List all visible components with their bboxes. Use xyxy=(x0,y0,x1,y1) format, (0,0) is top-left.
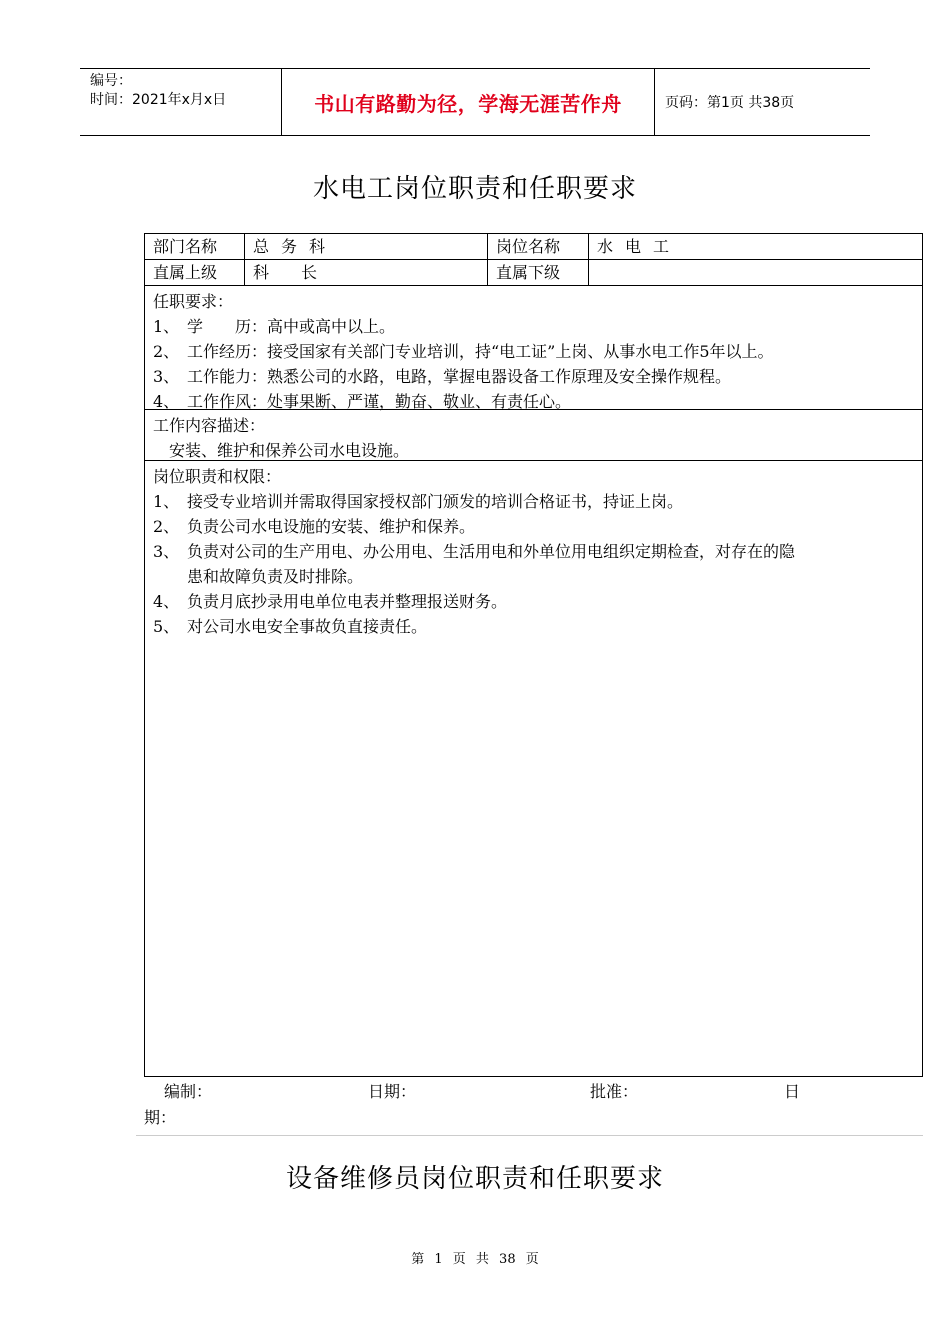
item-text: 工作作风：处事果断、严谨，勤奋、敬业、有责任心。 xyxy=(187,392,572,411)
duty-item xyxy=(153,589,922,614)
duty-item-continuation: 患和故障负责及时排除。 xyxy=(187,567,364,586)
subordinate-label: 直属下级 xyxy=(488,260,589,285)
item-number: 4、 xyxy=(153,592,180,611)
date-label-2-part1: 日 xyxy=(784,1082,801,1101)
requirements-section xyxy=(145,286,922,410)
item-text: 负责公司水电设施的安装、维护和保养。 xyxy=(187,517,476,536)
subordinate-value xyxy=(589,260,922,285)
dept-label: 部门名称 xyxy=(145,234,245,259)
form-row-dept xyxy=(145,234,922,260)
dept-value: 总务科 xyxy=(245,234,488,259)
time-label: 时间：2021年x月x日 xyxy=(90,92,227,108)
item-text: 负责月底抄录用电单位电表并整理报送财务。 xyxy=(187,592,508,611)
compiled-by-label: 编制： xyxy=(164,1082,213,1101)
requirement-item xyxy=(153,314,922,339)
item-number: 1、 xyxy=(153,317,180,336)
section-divider xyxy=(136,1135,923,1136)
next-section-title: 设备维修员岗位职责和任职要求 xyxy=(285,1164,664,1194)
description-heading: 工作内容描述： xyxy=(153,416,266,435)
job-form xyxy=(144,233,923,1077)
item-text: 对公司水电安全事故负直接责任。 xyxy=(187,617,428,636)
item-text: 负责对公司的生产用电、办公用电、生活用电和外单位用电组织定期检查，对存在的隐 xyxy=(187,542,796,561)
post-label: 岗位名称 xyxy=(488,234,589,259)
duties-section xyxy=(145,461,922,640)
duty-item xyxy=(153,514,922,539)
item-number: 5、 xyxy=(153,617,180,636)
description-section xyxy=(145,410,922,461)
document-header xyxy=(80,68,870,136)
item-number: 1、 xyxy=(153,492,180,511)
requirement-item xyxy=(153,339,922,364)
requirements-heading: 任职要求： xyxy=(153,292,234,311)
approved-by-label: 批准： xyxy=(590,1082,639,1101)
item-text: 工作能力：熟悉公司的水路，电路，掌握电器设备工作原理及安全操作规程。 xyxy=(187,367,732,386)
post-value: 水电工 xyxy=(597,237,682,256)
serial-label: 编号： xyxy=(90,73,132,89)
form-row-superior xyxy=(145,260,922,286)
page-footer: 第 1 页 共 38 页 xyxy=(411,1252,539,1267)
page-title: 水电工岗位职责和任职要求 xyxy=(312,174,637,204)
item-text: 学 历：高中或高中以上。 xyxy=(187,317,396,336)
requirement-item xyxy=(153,364,922,389)
date-label-1: 日期： xyxy=(368,1082,417,1101)
duties-heading: 岗位职责和权限： xyxy=(153,467,282,486)
item-number: 4、 xyxy=(153,392,180,411)
page-label: 页码：第1页 共38页 xyxy=(665,95,795,111)
item-number: 3、 xyxy=(153,367,180,386)
header-meta-cell xyxy=(80,69,282,135)
superior-label: 直属上级 xyxy=(145,260,245,285)
duty-item xyxy=(153,614,922,639)
duty-item xyxy=(153,539,922,564)
item-number: 2、 xyxy=(153,342,180,361)
item-text: 工作经历：接受国家有关部门专业培训，持“电工证”上岗、从事水电工作5年以上。 xyxy=(187,342,774,361)
motto-text: 书山有路勤为径，学海无涯苦作舟 xyxy=(314,91,622,116)
item-number: 3、 xyxy=(153,542,180,561)
header-motto-cell xyxy=(282,69,655,135)
superior-value: 科 长 xyxy=(245,260,488,285)
duty-item xyxy=(153,489,922,514)
date-label-2-part2: 期： xyxy=(144,1108,177,1127)
header-page-cell xyxy=(655,69,870,135)
description-text: 安装、维护和保养公司水电设施。 xyxy=(169,441,410,460)
item-number: 2、 xyxy=(153,517,180,536)
item-text: 接受专业培训并需取得国家授权部门颁发的培训合格证书，持证上岗。 xyxy=(187,492,684,511)
